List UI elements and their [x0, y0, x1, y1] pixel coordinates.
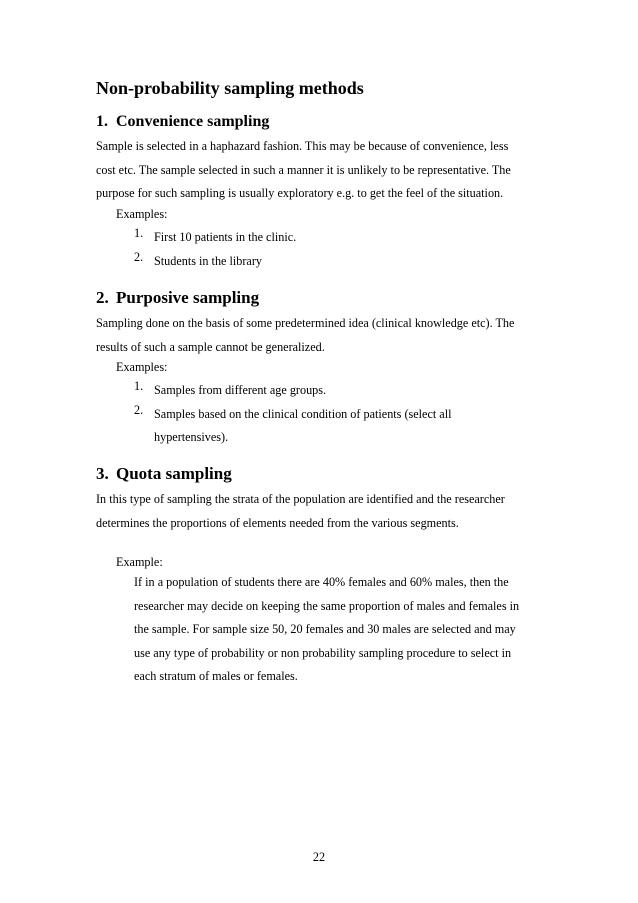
example-label: Example: — [116, 555, 163, 569]
section-number: 3. — [96, 464, 109, 483]
example-text — [134, 571, 554, 689]
page-number: 22 — [312, 850, 326, 864]
section-title: Quota sampling — [116, 464, 232, 483]
list-item — [134, 379, 452, 403]
page-title: Non-probability sampling methods — [96, 78, 364, 98]
list-number: 2. — [134, 402, 144, 417]
section-number: 1. — [96, 113, 108, 130]
examples-list — [134, 226, 296, 273]
paragraph-line: Sample is selected in a haphazard fashion. This may be because of convenience, less — [96, 139, 509, 153]
section-paragraph — [96, 488, 546, 535]
list-item — [134, 250, 296, 274]
list-number: 1. — [134, 226, 144, 240]
list-number: 1. — [134, 379, 144, 393]
section-paragraph — [96, 312, 546, 359]
list-number: 2. — [134, 249, 144, 264]
paragraph-line: determines the proportions of elements needed from the various segments. — [96, 515, 459, 530]
paragraph-line: In this type of sampling the strata of the population are identified and the researcher — [96, 492, 505, 506]
list-item-text: Samples from different age groups. — [154, 383, 327, 397]
section-title: Purposive sampling — [116, 288, 260, 307]
section-heading-purposive — [96, 288, 259, 308]
paragraph-line: purpose for such sampling is usually exploratory e.g. to get the feel of the situation. — [96, 186, 504, 200]
examples-label: Examples: — [116, 207, 168, 221]
paragraph-line: cost etc. The sample selected in such a manner it is unlikely to be representative. The — [96, 162, 511, 177]
section-paragraph — [96, 135, 546, 206]
example-line: the sample. For sample size 50, 20 females and 30 males are selected and may — [134, 622, 516, 636]
example-line: use any type of probability or non probability sampling procedure to select in — [134, 645, 512, 660]
list-item-text: First 10 patients in the clinic. — [154, 230, 297, 244]
section-heading-quota — [96, 464, 232, 484]
section-number: 2. — [96, 288, 109, 307]
section-heading-convenience — [96, 112, 269, 132]
example-line: researcher may decide on keeping the same proportion of males and females in — [134, 598, 520, 613]
examples-label: Examples: — [116, 360, 168, 374]
list-item-text: hypertensives). — [154, 430, 229, 444]
examples-list — [134, 379, 452, 450]
list-item-text: Samples based on the clinical condition of patients (select all — [154, 406, 452, 421]
section-title: Convenience sampling — [116, 113, 270, 130]
list-item — [134, 226, 296, 250]
example-line: If in a population of students there are 40% females and 60% males, then the — [134, 575, 509, 589]
list-item-text: Students in the library — [154, 253, 262, 268]
paragraph-line: results of such a sample cannot be generalized. — [96, 339, 325, 354]
list-item — [134, 403, 452, 450]
paragraph-line: Sampling done on the basis of some predetermined idea (clinical knowledge etc). The — [96, 316, 515, 330]
example-line: each stratum of males or females. — [134, 669, 298, 683]
